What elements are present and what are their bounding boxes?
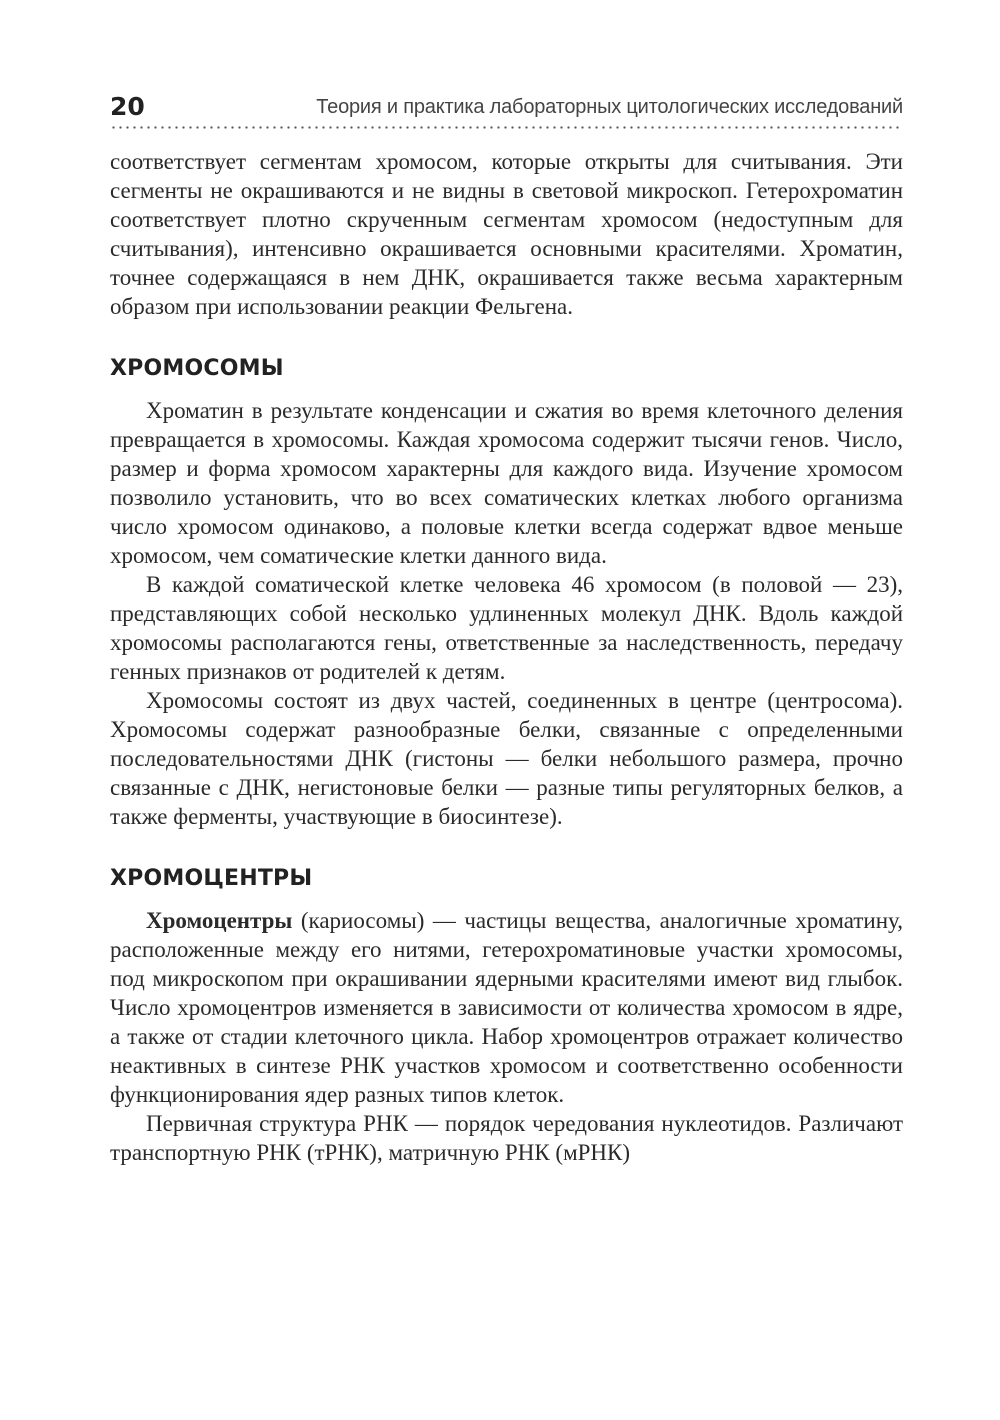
running-title: Теория и практика лабораторных цитологических исследований <box>316 96 903 118</box>
section-heading-chromosomes: ХРОМОСОМЫ <box>110 356 284 381</box>
body-text <box>110 147 903 1167</box>
page-header <box>110 92 903 122</box>
paragraph: Хромосомы состоят из двух частей, соединенных в центре (центросома). Хромосомы содержат разнообразные белки, связанные с определенными последовательностями ДНК (гистоны — белки небольшого размера, прочно связанные с ДНК, негистоновые белки — разные типы регуляторных белков, а также ферменты, участвующие в биосинтезе). <box>110 688 903 829</box>
term-definition: (кариосомы) — частицы вещества, аналогичные хроматину, расположенные между его нитями, гетерохроматиновые участки хромосомы, под микроскопом при окрашивании ядерными красителями имеют вид глыбок. Число хромоцентров изменяется в зависимости от количества хромосом в ядре, а также от стадии клеточного цикла. Набор хромоцентров отражает количество неактивных в синтезе РНК участков хромосом и соответственно особенности функционирования ядер разных типов клеток. <box>110 908 903 1107</box>
paragraph: Хроматин в результате конденсации и сжатия во время клеточного деления превращается в хромосомы. Каждая хромосома содержит тысячи генов. Число, размер и форма хромосом характерны для каждого вида. Изучение хромосом позволило установить, что во всех соматических клетках любого организма число хромосом одинаково, а половые клетки всегда содержат вдвое меньше хромосом, чем соматические клетки данного вида. <box>110 398 903 568</box>
section-heading-chromocenters: ХРОМОЦЕНТРЫ <box>110 866 313 891</box>
header-dotted-rule <box>110 126 903 129</box>
term-chromocenters: Хромоцентры <box>146 908 293 933</box>
chromocenter-definition-paragraph <box>110 906 903 1109</box>
page-number: 20 <box>110 92 145 121</box>
paragraph: Первичная структура РНК — порядок чередования нуклеотидов. Различают транспортную РНК (тРНК), матричную РНК (мРНК) <box>110 1111 903 1165</box>
paragraph: В каждой соматической клетке человека 46 хромосом (в половой — 23), представляющих собой несколько удлиненных молекул ДНК. Вдоль каждой хромосомы располагаются гены, ответственные за наследственность, передачу генных признаков от родителей к детям. <box>110 572 903 684</box>
intro-paragraph: соответствует сегментам хромосом, которые открыты для считывания. Эти сегменты не окрашиваются и не видны в световой микроскоп. Гетерохроматин соответствует плотно скрученным сегментам хромосом (недоступным для считывания), интенсивно окрашивается основными красителями. Хроматин, точнее содержащаяся в нем ДНК, окрашивается также весьма характерным образом при использовании реакции Фельгена. <box>110 149 903 319</box>
